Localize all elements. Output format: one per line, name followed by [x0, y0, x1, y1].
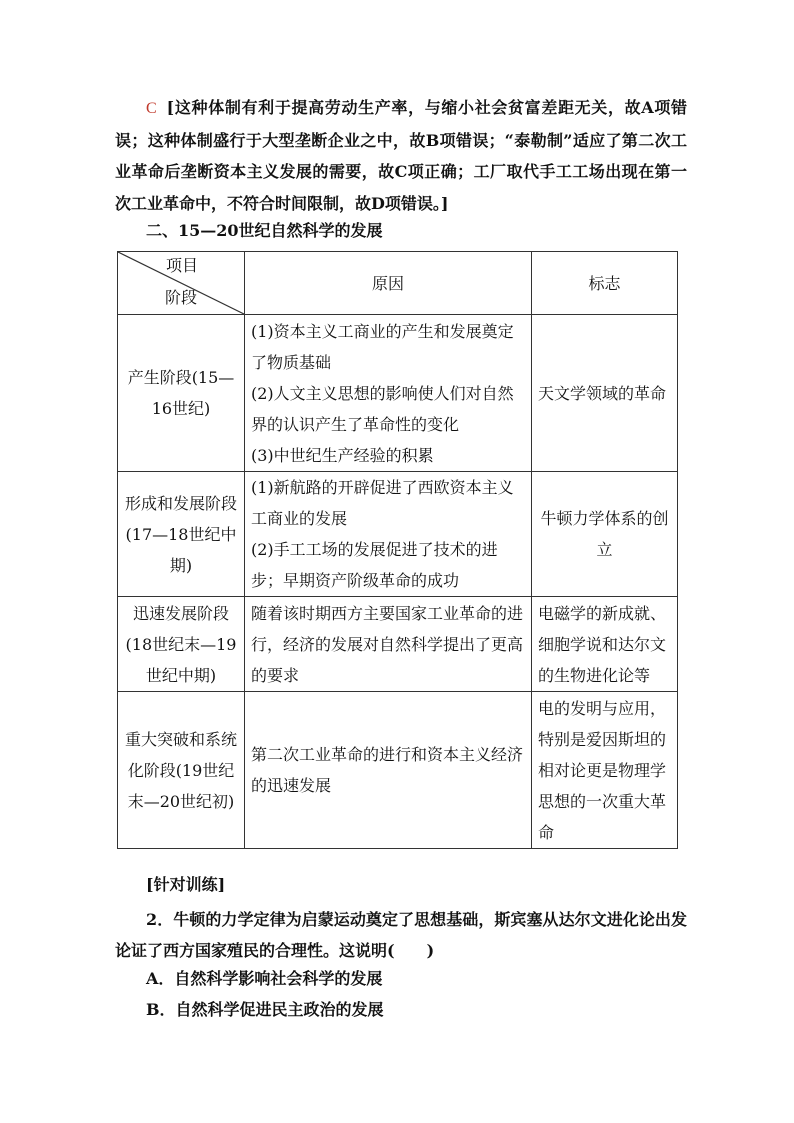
table-header-row [118, 252, 678, 315]
cause-line: (1)新航路的开辟促进了西欧资本主义工商业的发展 [251, 478, 514, 528]
table-row [118, 472, 678, 597]
header-stage: 阶段 [165, 288, 198, 307]
section-heading: 二、15—20世纪自然科学的发展 [146, 221, 383, 240]
diagonal-header-cell [118, 252, 245, 315]
answer-text: [这种体制有利于提高劳动生产率，与缩小社会贫富差距无关，故A项错误；这种体制盛行于大型垄断企业之中，故B项错误；“泰勒制”适应了第二次工业革命后垄断资本主义发展的需要，故C项正确；工厂取代手工工场出现在第一次工业革命中，不符合时间限制，故D项错误。] [115, 98, 687, 213]
cause-line: (2)人文主义思想的影响使人们对自然界的认识产生了革命性的变化 [251, 383, 514, 434]
option-b[interactable]: B．自然科学促进民主政治的发展 [146, 1000, 384, 1019]
header-cause: 原因 [245, 252, 532, 315]
cause-line: 第二次工业革命的进行和资本主义经济的迅速发展 [251, 745, 524, 795]
stage-cell: 迅速发展阶段(18世纪末—19世纪中期) [118, 597, 245, 692]
cause-line: (2)手工工场的发展促进了技术的进步；早期资产阶级革命的成功 [251, 540, 498, 590]
table-row [118, 692, 678, 849]
cause-line: (1)资本主义工商业的产生和发展奠定了物质基础 [251, 321, 514, 372]
cause-cell [245, 472, 532, 597]
table-row [118, 597, 678, 692]
stage-cell: 形成和发展阶段(17—18世纪中期) [118, 472, 245, 597]
option-a[interactable]: A．自然科学影响社会科学的发展 [146, 969, 383, 988]
answer-letter: C [146, 100, 157, 117]
practice-label: [针对训练] [146, 875, 226, 894]
science-development-table [117, 251, 677, 849]
cause-line: (3)中世纪生产经验的积累 [251, 445, 434, 465]
stage-cell: 重大突破和系统化阶段(19世纪末—20世纪初) [118, 692, 245, 849]
sign-cell: 电的发明与应用，特别是爱因斯坦的相对论更是物理学思想的一次重大革命 [532, 692, 678, 849]
cause-cell [245, 692, 532, 849]
header-sign: 标志 [532, 252, 678, 315]
header-project: 项目 [166, 256, 199, 275]
sign-cell: 天文学领域的革命 [532, 315, 678, 472]
sign-cell: 电磁学的新成就、细胞学说和达尔文的生物进化论等 [532, 597, 678, 692]
question-text: 2．牛顿的力学定律为启蒙运动奠定了思想基础，斯宾塞从达尔文进化论出发论证了西方国家殖民的合理性。这说明( ) [115, 910, 687, 960]
stage-cell: 产生阶段(15—16世纪) [118, 315, 245, 472]
sign-cell: 牛顿力学体系的创立 [532, 472, 678, 597]
cause-cell [245, 597, 532, 692]
cause-line: 随着该时期西方主要国家工业革命的进行，经济的发展对自然科学提出了更高的要求 [251, 603, 524, 685]
table-row [118, 315, 678, 472]
cause-cell [245, 315, 532, 472]
answer-explanation [115, 92, 687, 219]
